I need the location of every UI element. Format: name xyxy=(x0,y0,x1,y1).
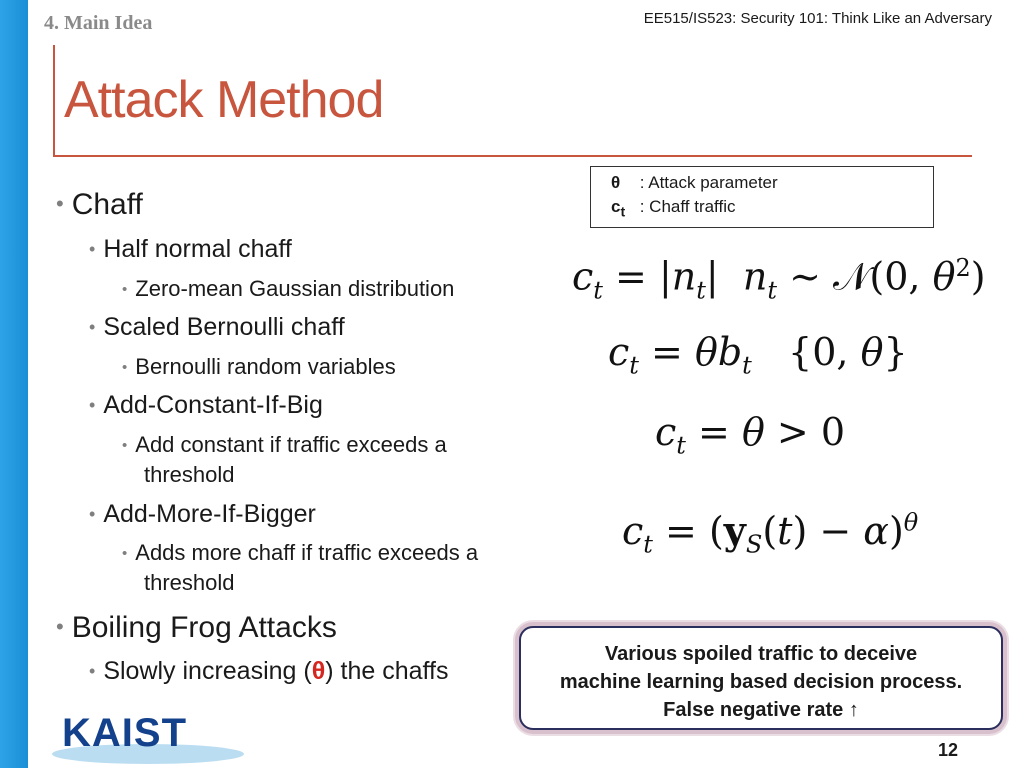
formula-acib: $c_t = \theta > 0$ xyxy=(655,410,846,460)
bullet-dot: • xyxy=(122,281,128,298)
legend-theta-desc: : Attack parameter xyxy=(635,173,778,192)
bullet-text: Bernoulli random variables xyxy=(135,354,396,379)
bullet-text: Half normal chaff xyxy=(103,235,292,263)
bullet-half-normal xyxy=(89,235,292,264)
bullet-amib-desc xyxy=(122,540,478,566)
symbol-legend-box xyxy=(590,166,934,228)
bullet-amib xyxy=(89,500,316,529)
bullet-dot: • xyxy=(122,359,128,376)
kaist-logo xyxy=(48,702,258,768)
callout-line-2: machine learning based decision process. xyxy=(559,671,963,693)
bullet-text: Boiling Frog Attacks xyxy=(71,611,337,644)
bullet-zero-mean xyxy=(122,276,454,302)
bullet-dot: • xyxy=(89,395,96,415)
theta-highlight: θ xyxy=(311,657,326,685)
bullet-text: Slowly increasing ( xyxy=(103,657,312,685)
bullet-acib-desc xyxy=(122,432,447,458)
bullet-dot: • xyxy=(89,239,96,259)
bullet-dot: • xyxy=(56,614,64,639)
callout-line-3: False negative rate ↑ xyxy=(663,699,859,721)
bullet-boiling-frog xyxy=(56,611,337,645)
bullet-text: Add-More-If-Bigger xyxy=(103,500,316,528)
formula-scaled-bernoulli: $c_t = \theta b_t$ {0, θ} xyxy=(608,330,908,380)
bullet-text: Add-Constant-If-Big xyxy=(103,391,323,419)
bullet-acib-desc-cont xyxy=(144,462,235,488)
conclusion-callout xyxy=(519,626,1003,730)
bullet-dot: • xyxy=(89,661,96,681)
bullet-amib-desc-cont xyxy=(144,570,235,596)
title-horizontal-rule xyxy=(53,155,972,157)
legend-ct-desc: : Chaff traffic xyxy=(635,197,736,216)
legend-ct-row xyxy=(611,197,933,220)
page-number: 12 xyxy=(938,740,959,760)
kaist-logo-text: KAIST xyxy=(62,711,187,755)
bullet-text: Zero-mean Gaussian distribution xyxy=(135,276,455,301)
callout-line-1: Various spoiled traffic to deceive xyxy=(604,643,918,665)
formula-half-normal: $c_t = |n_t|$ $n_t$ ~ 𝒩(0, $\theta^2$) xyxy=(572,254,986,305)
bullet-text: ) the chaffs xyxy=(325,657,449,685)
legend-theta-symbol: θ xyxy=(611,173,621,192)
bullet-scaled-bernoulli xyxy=(89,313,345,342)
legend-ct-sub: t xyxy=(620,204,626,221)
bullet-text: Adds more chaff if traffic exceeds a xyxy=(135,540,479,565)
bullet-text: threshold xyxy=(144,462,235,487)
bullet-slowly-increasing xyxy=(89,657,448,686)
section-label: 4. Main Idea xyxy=(44,12,153,34)
bullet-dot: • xyxy=(89,504,96,524)
bullet-dot: • xyxy=(89,317,96,337)
bullet-dot: • xyxy=(122,437,128,454)
bullet-acib xyxy=(89,391,323,420)
bullet-chaff xyxy=(56,188,143,222)
title-vertical-rule xyxy=(53,45,55,157)
slide-title: Attack Method xyxy=(64,71,384,129)
course-title: EE515/IS523: Security 101: Think Like an Adversary xyxy=(643,10,992,27)
bullet-text: Chaff xyxy=(71,188,143,221)
bullet-text: Add constant if traffic exceeds a xyxy=(135,432,447,457)
legend-theta-row xyxy=(611,173,933,193)
legend-ct-symbol xyxy=(611,197,635,220)
bullet-text: threshold xyxy=(144,570,235,595)
bullet-text: Scaled Bernoulli chaff xyxy=(103,313,345,341)
left-accent-bar xyxy=(0,0,28,768)
legend-ct-letter: c xyxy=(611,197,621,216)
formula-amib: $c_t = (y_S(t) - \alpha)^\theta$ xyxy=(622,508,919,559)
bullet-dot: • xyxy=(56,191,64,216)
bullet-bernoulli-rv xyxy=(122,354,396,380)
bullet-dot: • xyxy=(122,545,128,562)
